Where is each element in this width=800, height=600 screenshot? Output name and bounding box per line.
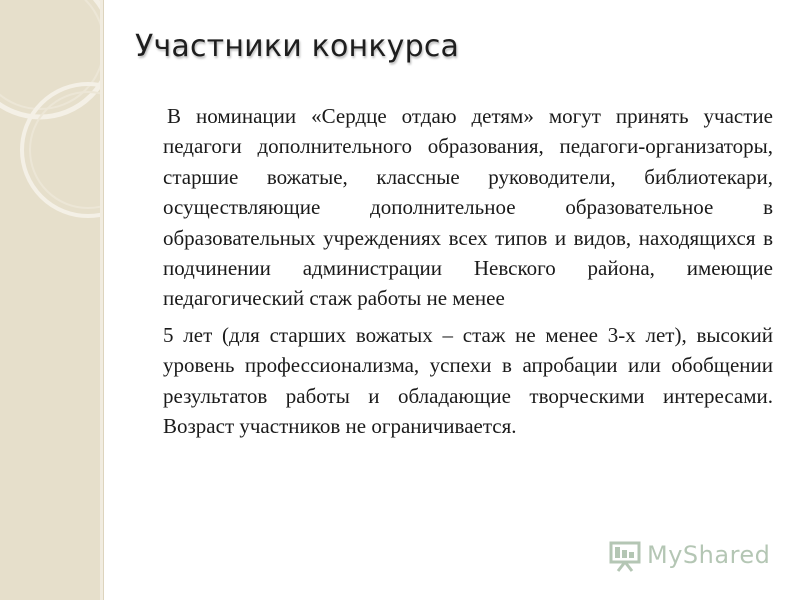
watermark-logo: [607, 535, 770, 575]
slide-body: [163, 101, 773, 441]
decorative-side-band: [0, 0, 100, 600]
watermark-text: MyShared: [647, 541, 771, 569]
slide-title: Участники конкурса: [135, 29, 460, 64]
band-edge-line: [103, 0, 104, 600]
decorative-circles: [0, 0, 100, 600]
body-paragraph-2: 5 лет (для старших вожатых – стаж не менее 3-х лет), высокий уровень профессионализма, успехи в апробации или обобщении результатов работы и обладающие творческими интересами. Возраст участников не ограничивается.: [163, 322, 773, 439]
body-paragraph-1: В номинации «Сердце отдаю детям» могут принять участие педагоги дополнительного образования, педагоги-организаторы, старшие вожатые, классные руководители, библиотекари, осуществляющие дополнительное образовательное в образовательных учреждениях всех типов и видов, находящихся в подчинении администрации Невского района, имеющие педагогический стаж работы не менее: [163, 104, 773, 311]
presentation-board-icon: [607, 537, 643, 573]
